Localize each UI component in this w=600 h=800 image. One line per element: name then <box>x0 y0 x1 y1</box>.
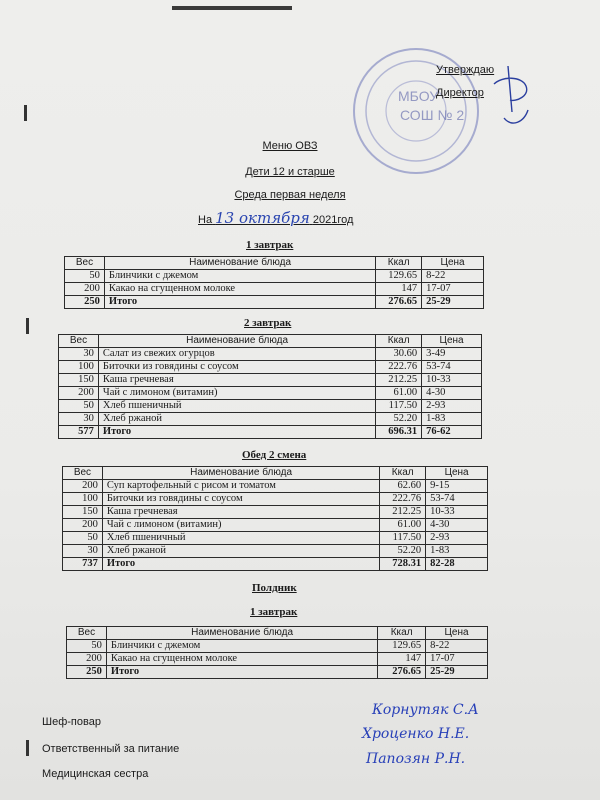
cell-price: 10-33 <box>422 374 482 387</box>
col-name: Наименование блюда <box>104 257 375 270</box>
section-title: Обед 2 смена <box>242 449 307 461</box>
table-row <box>59 374 482 387</box>
age-group: Дети 12 и старше <box>245 166 335 178</box>
cell-weight: 250 <box>67 666 107 679</box>
signature-chef: Корнутяк С.А <box>372 702 479 718</box>
total-row <box>65 296 484 309</box>
cell-name: Хлеб ржаной <box>98 413 375 426</box>
cell-weight: 200 <box>63 519 103 532</box>
cell-kcal: 61.00 <box>380 519 426 532</box>
cell-kcal: 129.65 <box>376 270 422 283</box>
menu-table <box>66 626 488 679</box>
total-row <box>59 426 482 439</box>
role-nurse: Медицинская сестра <box>42 768 149 780</box>
role-chef: Шеф-повар <box>42 716 101 728</box>
stamp-line1: МБОУ <box>398 88 439 104</box>
approve-label: Утверждаю <box>436 64 495 76</box>
table-row <box>65 283 484 296</box>
cell-price: 76-62 <box>422 426 482 439</box>
cell-price: 53-74 <box>426 493 488 506</box>
cell-weight: 250 <box>65 296 105 309</box>
cell-price: 8-22 <box>422 270 484 283</box>
col-price: Цена <box>426 627 488 640</box>
role-nutrition: Ответственный за питание <box>42 743 180 755</box>
col-weight: Вес <box>65 257 105 270</box>
week-day: Среда первая неделя <box>234 189 346 201</box>
cell-name: Итого <box>106 666 377 679</box>
cell-weight: 200 <box>67 653 107 666</box>
table-row <box>63 519 488 532</box>
cell-kcal: 30.60 <box>376 348 422 361</box>
cell-price: 2-93 <box>422 400 482 413</box>
menu-title: Меню ОВЗ <box>262 140 318 152</box>
cell-kcal: 276.65 <box>376 296 422 309</box>
cell-price: 25-29 <box>426 666 488 679</box>
menu-table <box>62 466 488 571</box>
col-weight: Вес <box>59 335 99 348</box>
col-kcal: Ккал <box>380 467 426 480</box>
cell-weight: 100 <box>59 361 99 374</box>
section-title: 1 завтрак <box>246 239 294 251</box>
cell-kcal: 696.31 <box>376 426 422 439</box>
section-title: 2 завтрак <box>244 317 292 329</box>
col-price: Цена <box>426 467 488 480</box>
cell-weight: 30 <box>59 348 99 361</box>
table-header-row <box>65 257 484 270</box>
table-row <box>67 653 488 666</box>
signature-nutrition: Хроценко Н.Е. <box>362 726 470 742</box>
cell-kcal: 728.31 <box>380 558 426 571</box>
cell-price: 82-28 <box>426 558 488 571</box>
menu-table <box>64 256 484 309</box>
cell-price: 17-07 <box>422 283 484 296</box>
table-row <box>65 270 484 283</box>
cell-weight: 150 <box>63 506 103 519</box>
cell-name: Чай с лимоном (витамин) <box>102 519 379 532</box>
cell-name: Хлеб пшеничный <box>98 400 375 413</box>
cell-name: Каша гречневая <box>102 506 379 519</box>
cell-name: Суп картофельный с рисом и томатом <box>102 480 379 493</box>
signature-nurse: Папозян Р.Н. <box>366 751 466 767</box>
col-name: Наименование блюда <box>102 467 379 480</box>
cell-kcal: 129.65 <box>378 640 426 653</box>
cell-name: Биточки из говядины с соусом <box>102 493 379 506</box>
cell-weight: 577 <box>59 426 99 439</box>
cell-weight: 50 <box>67 640 107 653</box>
cell-kcal: 222.76 <box>376 361 422 374</box>
cell-name: Итого <box>104 296 375 309</box>
date-year: 2021год <box>312 214 354 226</box>
section-title: 1 завтрак <box>250 606 298 618</box>
cell-price: 3-49 <box>422 348 482 361</box>
table-header-row <box>67 627 488 640</box>
cell-kcal: 117.50 <box>380 532 426 545</box>
table-row <box>59 348 482 361</box>
stamp-line2: СОШ № 2 <box>400 107 465 123</box>
cell-price: 2-93 <box>426 532 488 545</box>
cell-weight: 50 <box>63 532 103 545</box>
cell-price: 4-30 <box>426 519 488 532</box>
date-line <box>198 209 353 227</box>
date-prefix: На <box>198 214 213 226</box>
cell-kcal: 62.60 <box>380 480 426 493</box>
col-weight: Вес <box>67 627 107 640</box>
table-row <box>63 532 488 545</box>
cell-name: Каша гречневая <box>98 374 375 387</box>
table-row <box>67 640 488 653</box>
table-row <box>59 413 482 426</box>
cell-weight: 100 <box>63 493 103 506</box>
cell-kcal: 117.50 <box>376 400 422 413</box>
cell-weight: 30 <box>59 413 99 426</box>
table-header-row <box>59 335 482 348</box>
cell-weight: 30 <box>63 545 103 558</box>
table-row <box>63 545 488 558</box>
total-row <box>67 666 488 679</box>
cell-price: 1-83 <box>426 545 488 558</box>
cell-name: Салат из свежих огурцов <box>98 348 375 361</box>
table-row <box>59 387 482 400</box>
col-kcal: Ккал <box>378 627 426 640</box>
cell-name: Хлеб ржаной <box>102 545 379 558</box>
cell-price: 8-22 <box>426 640 488 653</box>
cell-name: Итого <box>98 426 375 439</box>
col-price: Цена <box>422 257 484 270</box>
cell-kcal: 222.76 <box>380 493 426 506</box>
cell-kcal: 212.25 <box>376 374 422 387</box>
cell-kcal: 147 <box>378 653 426 666</box>
table-row <box>59 400 482 413</box>
table-row <box>59 361 482 374</box>
cell-name: Чай с лимоном (витамин) <box>98 387 375 400</box>
cell-weight: 737 <box>63 558 103 571</box>
cell-name: Биточки из говядины с соусом <box>98 361 375 374</box>
cell-weight: 200 <box>63 480 103 493</box>
section-pre-title: Полдник <box>252 582 297 594</box>
col-weight: Вес <box>63 467 103 480</box>
cell-price: 17-07 <box>426 653 488 666</box>
cell-kcal: 61.00 <box>376 387 422 400</box>
col-name: Наименование блюда <box>98 335 375 348</box>
top-edge-mark <box>172 6 292 10</box>
cell-name: Блинчики с джемом <box>106 640 377 653</box>
table-header-row <box>63 467 488 480</box>
director-label: Директор <box>436 87 484 99</box>
cell-kcal: 276.65 <box>378 666 426 679</box>
cell-kcal: 147 <box>376 283 422 296</box>
cell-weight: 50 <box>65 270 105 283</box>
cell-name: Какао на сгущенном молоке <box>104 283 375 296</box>
margin-mark <box>24 105 27 121</box>
margin-mark <box>26 318 29 334</box>
cell-name: Хлеб пшеничный <box>102 532 379 545</box>
table-row <box>63 480 488 493</box>
cell-weight: 50 <box>59 400 99 413</box>
cell-kcal: 52.20 <box>376 413 422 426</box>
cell-weight: 200 <box>65 283 105 296</box>
cell-weight: 200 <box>59 387 99 400</box>
cell-name: Блинчики с джемом <box>104 270 375 283</box>
table-row <box>63 493 488 506</box>
cell-name: Итого <box>102 558 379 571</box>
cell-price: 10-33 <box>426 506 488 519</box>
cell-price: 53-74 <box>422 361 482 374</box>
col-kcal: Ккал <box>376 335 422 348</box>
cell-price: 4-30 <box>422 387 482 400</box>
total-row <box>63 558 488 571</box>
margin-mark <box>26 740 29 756</box>
col-price: Цена <box>422 335 482 348</box>
menu-table <box>58 334 482 439</box>
cell-price: 25-29 <box>422 296 484 309</box>
cell-kcal: 52.20 <box>380 545 426 558</box>
date-handwritten: 13 октября <box>215 209 310 227</box>
cell-weight: 150 <box>59 374 99 387</box>
cell-price: 9-15 <box>426 480 488 493</box>
cell-kcal: 212.25 <box>380 506 426 519</box>
cell-price: 1-83 <box>422 413 482 426</box>
col-kcal: Ккал <box>376 257 422 270</box>
col-name: Наименование блюда <box>106 627 377 640</box>
table-row <box>63 506 488 519</box>
cell-name: Какао на сгущенном молоке <box>106 653 377 666</box>
